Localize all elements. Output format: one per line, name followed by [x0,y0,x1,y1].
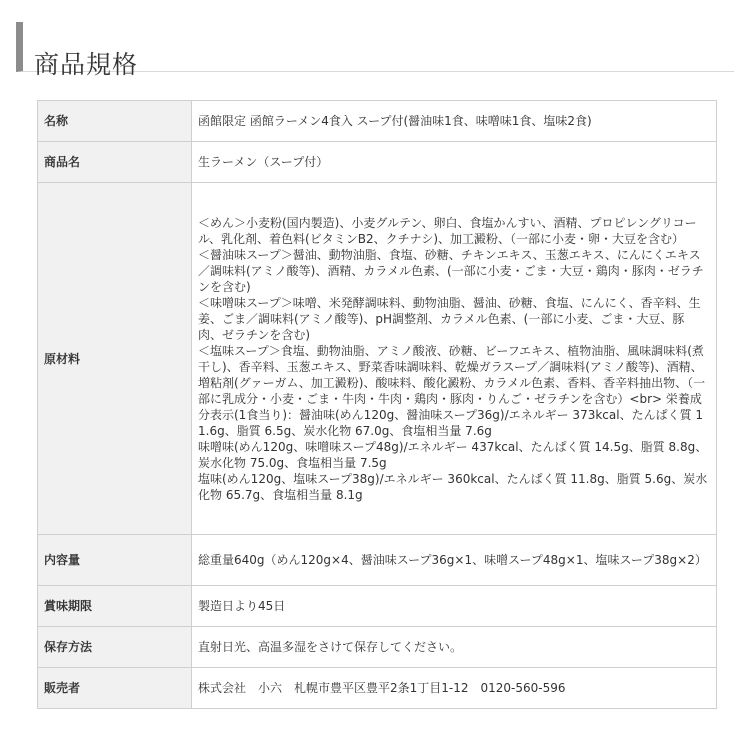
spec-row-seller [38,668,717,709]
spec-row-name [38,101,717,142]
spec-row-best-before [38,586,717,627]
spec-row-product-name [38,142,717,183]
spec-label-best-before: 賞味期限 [38,586,192,627]
spec-value-best-before: 製造日より45日 [192,586,717,627]
section-title: 商品規格 [34,49,139,79]
spec-label-seller: 販売者 [38,668,192,709]
spec-label-name: 名称 [38,101,192,142]
spec-label-contents: 内容量 [38,535,192,586]
spec-value-name: 函館限定 函館ラーメン4食入 スープ付(醤油味1食、味噌味1食、塩味2食) [192,101,717,142]
spec-value-contents: 総重量640g（めん120g×4、醤油味スープ36g×1、味噌スープ48g×1、塩味スープ38g×2） [192,535,717,586]
spec-value-product-name: 生ラーメン（スープ付） [192,142,717,183]
product-spec-table [37,100,717,709]
spec-row-contents [38,535,717,586]
section-header [16,22,734,79]
spec-label-product-name: 商品名 [38,142,192,183]
spec-value-seller: 株式会社 小六 札幌市豊平区豊平2条1丁目1-12 0120-560-596 [192,668,717,709]
spec-row-ingredients [38,183,717,535]
spec-value-storage: 直射日光、高温多湿をさけて保存してください。 [192,627,717,668]
spec-row-storage [38,627,717,668]
spec-label-ingredients: 原材料 [38,183,192,535]
spec-label-storage: 保存方法 [38,627,192,668]
spec-value-ingredients: ＜めん＞小麦粉(国内製造)、小麦グルテン、卵白、食塩かんすい、酒精、プロピレングリコール、乳化剤、着色料(ビタミンB2、クチナシ)、加工澱粉、（一部に小麦・卵・大豆を含む） ＜醤油味スープ＞醤油、動物油脂、食塩、砂糖、チキンエキス、玉葱エキス、にんにくエキス／調味料(アミノ酸等)、酒精、カラメル色素、(一部に小麦・ごま・大豆・鶏肉・豚肉・ゼラチンを含む) ＜味噌味スープ＞味噌、米発酵調味料、動物油脂、醤油、砂糖、食塩、にんにく、香辛料、生姜、ごま／調味料(アミノ酸等)、pH調整剤、カラメル色素、(一部に小麦、ごま・大豆、豚肉、ゼラチンを含む) ＜塩味スープ＞食塩、動物油脂、アミノ酸液、砂糖、ビーフエキス、植物油脂、風味調味料(煮干し)、香辛料、玉葱エキス、野菜香味調味料、乾燥ガラスープ／調味料(アミノ酸等)、酒精、増粘剤(グァーガム、加工澱粉)、酸味料、酸化澱粉、カラメル色素、香料、香辛料抽出物、（一部に乳成分・小麦・ごま・牛肉・牛肉・鶏肉・豚肉・りんご・ゼラチンを含む）<br> 栄養成分表示(1食当り)：醤油味(めん120g、醤油味スープ36g)/エネルギー 373kcal、たんぱく質 11.6g、脂質 6.5g、炭水化物 67.0g、食塩相当量 7.6g 味噌味(めん120g、味噌味スープ48g)/エネルギー 437kcal、たんぱく質 14.5g、脂質 8.8g、炭水化物 75.0g、食塩相当量 7.5g 塩味(めん120g、塩味スープ38g)/エネルギー 360kcal、たんぱく質 11.8g、脂質 5.6g、炭水化物 65.7g、食塩相当量 8.1g [192,183,717,535]
